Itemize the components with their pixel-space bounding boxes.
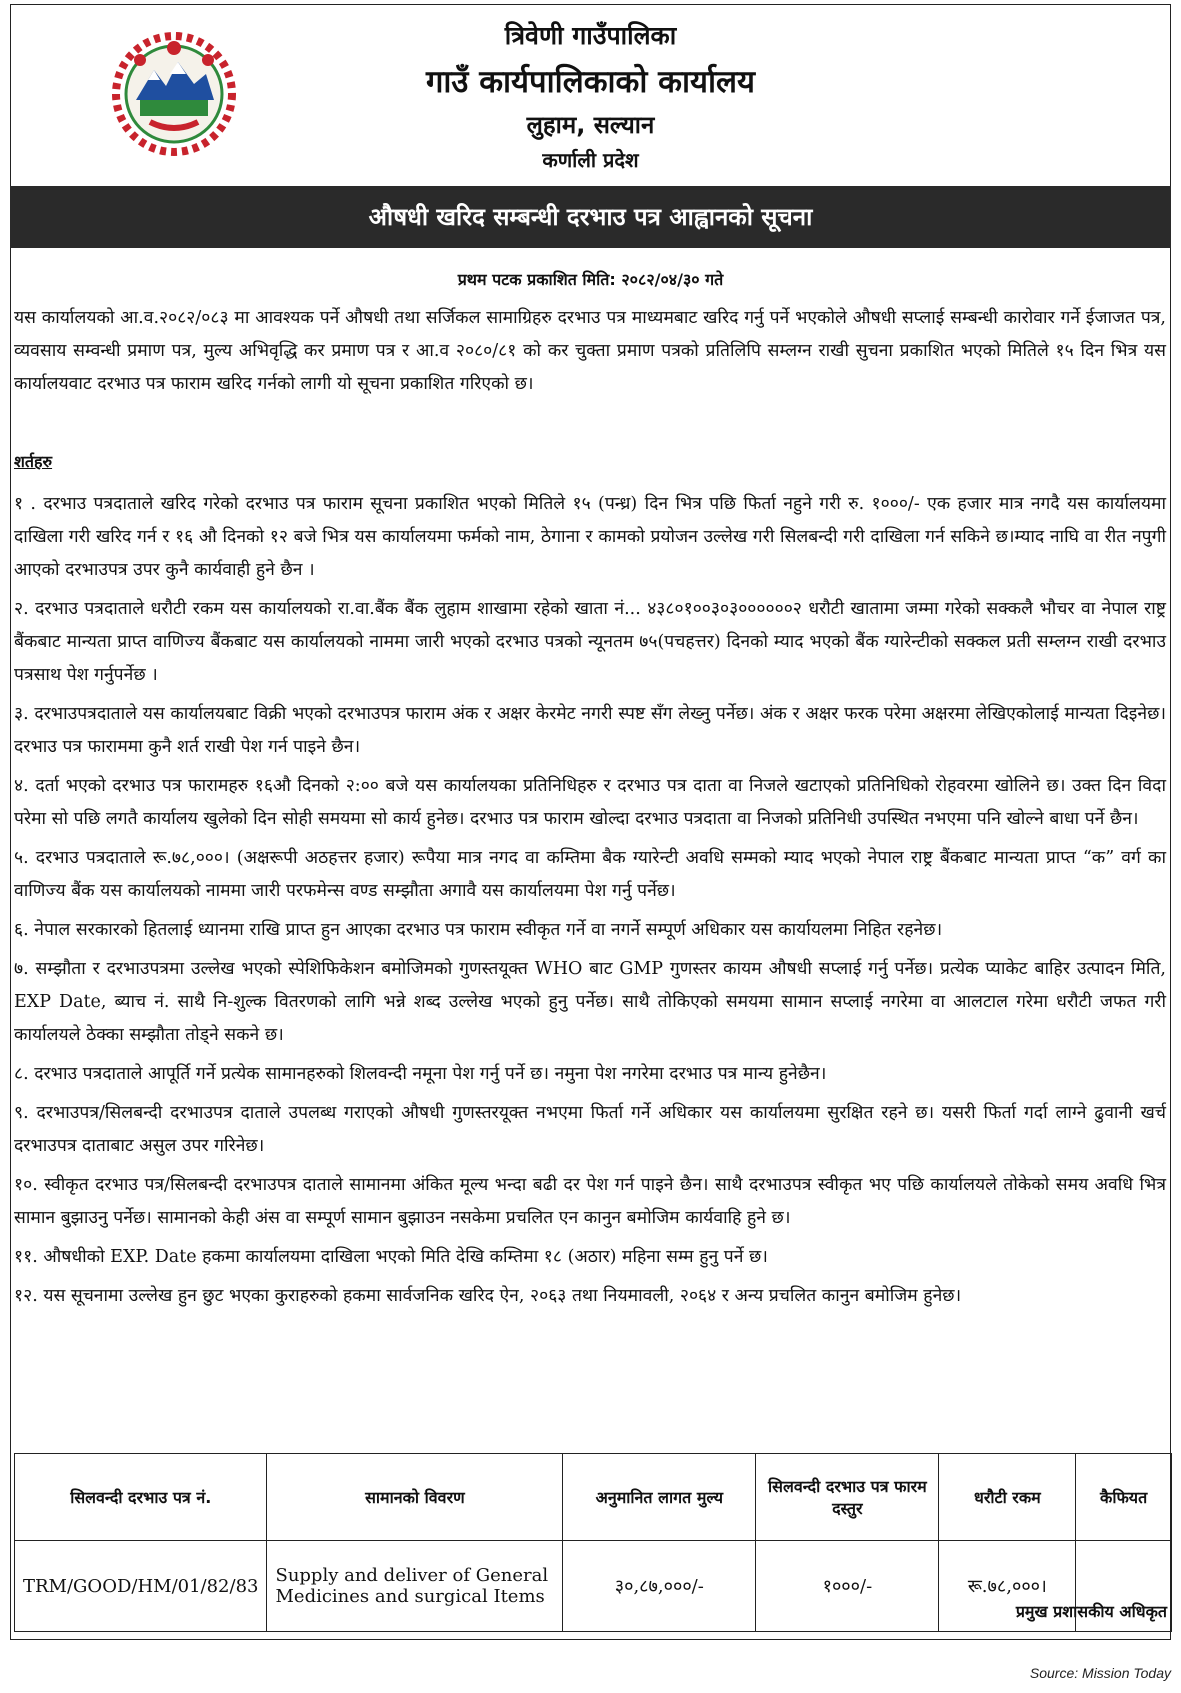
notice-title: औषधी खरिद सम्बन्धी दरभाउ पत्र आह्वानको सूचना — [10, 186, 1171, 248]
term-item: २. दरभाउ पत्रदाताले धरौटी रकम यस कार्यालयको रा.वा.बैंक बैंक लुहाम शाखामा रहेको खाता नं... ४३८०१००३०३००००००२ धरौटी खातामा जम्मा गरेको सक्कलै भौचर वा नेपाल राष्ट्र बैंकबाट मान्यता प्राप्त वाणिज्य बैंकबाट यस कार्यालयको नाममा जारी भएको दरभाउ पत्रको न्यूनतम ७५(पचहत्तर) दिनको म्याद भएको बैंक ग्यारेन्टीको सक्कल प्रती सम्लग्न राखी दरभाउ पत्रसाथ पेश गर्नुपर्नेछ । — [14, 599, 1166, 685]
header-form-fee: सिलवन्दी दरभाउ पत्र फारम दस्तुर — [756, 1454, 939, 1541]
cell-deposit: रू.७८,०००। — [939, 1541, 1076, 1632]
office-name: गाउँ कार्यपालिकाको कार्यालय — [425, 64, 756, 100]
terms-heading: शर्तहरु — [14, 452, 53, 471]
header-bid-no: सिलवन्दी दरभाउ पत्र नं. — [15, 1454, 267, 1541]
table-header-row — [15, 1454, 1172, 1541]
term-item: ११. औषधीको EXP. Date हकमा कार्यालयमा दाखिला भएको मिति देखि कम्तिमा १८ (अठार) महिना सम्म हुनु पर्ने छ। — [14, 1247, 768, 1267]
notice-header — [10, 4, 1171, 186]
term-item: ७. सम्झौता र दरभाउपत्रमा उल्लेख भएको स्पेशिफिकेशन बमोजिमको गुणस्तयूक्त WHO बाट GMP गुणस्तर कायम औषधी सप्लाई गर्नु पर्नेछ। प्रत्येक प्याकेट बाहिर उत्पादन मिति, EXP Date, ब्याच नं. साथै नि-शुल्क वितरणको लागि भन्ने शब्द उल्लेख भएको हुनु पर्नेछ। साथै तोकिएको समयमा सामान सप्लाई नगरेमा वा आलटाल गरेमा धरौटी जफत गरी कार्यालयले ठेक्का सम्झौता तोड्ने सकने छ। — [14, 959, 1166, 1045]
table-row — [15, 1541, 1172, 1632]
cell-form-fee: १०००/- — [756, 1541, 939, 1632]
publish-date: प्रथम पटक प्रकाशित मिति: २०८२/०४/३० गते — [457, 270, 724, 289]
term-item: ४. दर्ता भएको दरभाउ पत्र फारामहरु १६औ दिनको २:०० बजे यस कार्यालयका प्रतिनिधिहरु र दरभाउ पत्र दाता वा निजले खटाएको प्रतिनिधिको रोहवरमा खोलिने छ। उक्त दिन विदा परेमा सो पछि लगतै कार्यालय खुलेको दिन सोही समयमा सो कार्य हुनेछ। दरभाउ पत्र फाराम खोल्दा दरभाउ पत्रदाता वा निजको प्रतिनिधी उपस्थित नभएमा पनि खोल्ने बाधा पर्ने छैन। — [14, 776, 1166, 829]
bid-table — [14, 1453, 1172, 1632]
source-credit: Source: Mission Today — [1029, 1665, 1171, 1681]
term-item: ३. दरभाउपत्रदाताले यस कार्यालयबाट विक्री भएको दरभाउपत्र फाराम अंक र अक्षर केरमेट नगरी स्पष्ट सँग लेख्नु पर्नेछ। अंक र अक्षर फरक परेमा अक्षरमा लेखिएकोलाई मान्यता दिइनेछ। दरभाउ पत्र फाराममा कुनै शर्त राखी पेश गर्न पाइने छैन। — [14, 704, 1166, 757]
term-item: १ . दरभाउ पत्रदाताले खरिद गरेको दरभाउ पत्र फाराम सूचना प्रकाशित भएको मितिले १५ (पन्ध्र) दिन भित्र पछि फिर्ता नहुने गरी रु. १०००/- एक हजार मात्र नगदै यस कार्यालयमा दाखिला गरी खरिद गर्न र १६ औ दिनको १२ बजे भित्र यस कार्यालयमा फर्मको नाम, ठेगाना र कामको प्रयोजन उल्लेख गरी सिलबन्दी गरी दाखिला गर्न सकिने छ।म्याद नाघि वा रीत नपुगी आएको दरभाउपत्र उपर कुनै कार्यवाही हुने छैन । — [14, 494, 1166, 580]
org-name: त्रिवेणी गाउँपालिका — [504, 21, 677, 50]
term-item: १२. यस सूचनामा उल्लेख हुन छुट भएका कुराहरुको हकमा सार्वजनिक खरिद ऐन, २०६३ तथा नियमावली, २०६४ र अन्य प्रचलित कानुन बमोजिम हुनेछ। — [14, 1286, 962, 1306]
term-item: ५. दरभाउ पत्रदाताले रू.७८,०००। (अक्षरूपी अठहत्तर हजार) रूपैया मात्र नगद वा कम्तिमा बैक ग्यारेन्टी अवधि सम्मको म्याद भएको नेपाल राष्ट्र बैंकबाट मान्यता प्राप्त “क” वर्ग का वाणिज्य बैंक यस कार्यालयको नाममा जारी परफमेन्स वण्ड सम्झौता अगावै यस कार्यालयमा पेश गर्नु पर्नेछ। — [14, 848, 1166, 901]
intro-paragraph: यस कार्यालयको आ.व.२०८२/०८३ मा आवश्यक पर्ने औषधी तथा सर्जिकल सामाग्रिहरु दरभाउ पत्र माध्यमबाट खरिद गर्नु पर्ने भएकोले औषधी सप्लाई सम्बन्धी कारोवार गर्ने ईजाजत पत्र, व्यवसाय सम्वन्धी प्रमाण पत्र, मुल्य अभिवृद्धि कर प्रमाण पत्र र आ.व २०८०/८१ को कर चुक्ता प्रमाण पत्रको प्रतिलिपि सम्लग्न राखी सुचना प्रकाशित भएको मितिले १५ दिन भित्र यस कार्यालयवाट दरभाउ पत्र फाराम खरिद गर्नको लागी यो सूचना प्रकाशित गरिएको छ। — [14, 308, 1166, 394]
header-remarks: कैफियत — [1076, 1454, 1172, 1541]
cell-estimated-cost: ३०,८७,०००/- — [563, 1541, 756, 1632]
header-estimated-cost: अनुमानित लागत मुल्य — [563, 1454, 756, 1541]
signoff: प्रमुख प्रशासकीय अधिकृत — [1015, 1602, 1167, 1621]
term-item: ९. दरभाउपत्र/सिलबन्दी दरभाउपत्र दाताले उपलब्ध गराएको औषधी गुणस्तरयूक्त नभएमा फिर्ता गर्ने अधिकार यस कार्यालयमा सुरक्षित रहने छ। यसरी फिर्ता गर्दा लाग्ने ढुवानी खर्च दरभाउपत्र दाताबाट असुल उपर गरिनेछ। — [14, 1103, 1166, 1156]
province-name: कर्णाली प्रदेश — [542, 148, 639, 172]
term-item: ६. नेपाल सरकारको हितलाई ध्यानमा राखि प्राप्त हुन आएका दरभाउ पत्र फाराम स्वीकृत गर्ने वा नगर्ने सम्पूर्ण अधिकार यस कार्यायलमा निहित रहनेछ। — [14, 920, 943, 940]
term-item: ८. दरभाउ पत्रदाताले आपूर्ति गर्ने प्रत्येक सामानहरुको शिलवन्दी नमूना पेश गर्नु पर्ने छ। नमुना पेश नगरेमा दरभाउ पत्र मान्य हुनेछैन। — [14, 1064, 827, 1084]
header-deposit: धरौटी रकम — [939, 1454, 1076, 1541]
office-location: लुहाम, सल्यान — [526, 111, 655, 139]
cell-description: Supply and deliver of General Medicines and surgical Items — [267, 1541, 563, 1632]
term-item: १०. स्वीकृत दरभाउ पत्र/सिलबन्दी दरभाउपत्र दाताले सामानमा अंकित मूल्य भन्दा बढी दर पेश गर्न पाइने छैन। साथै दरभाउपत्र स्वीकृत भए पछि कार्यालयले तोकेको समय अवधि भित्र सामान बुझाउनु पर्नेछ। सामानको केही अंस वा सम्पूर्ण सामान बुझाउन नसकेमा प्रचलित एन कानुन बमोजिम कार्यवाहि हुने छ। — [14, 1175, 1166, 1228]
header-description: सामानको विवरण — [267, 1454, 563, 1541]
terms-list — [14, 488, 1166, 1319]
cell-bid-no: TRM/GOOD/HM/01/82/83 — [15, 1541, 267, 1632]
